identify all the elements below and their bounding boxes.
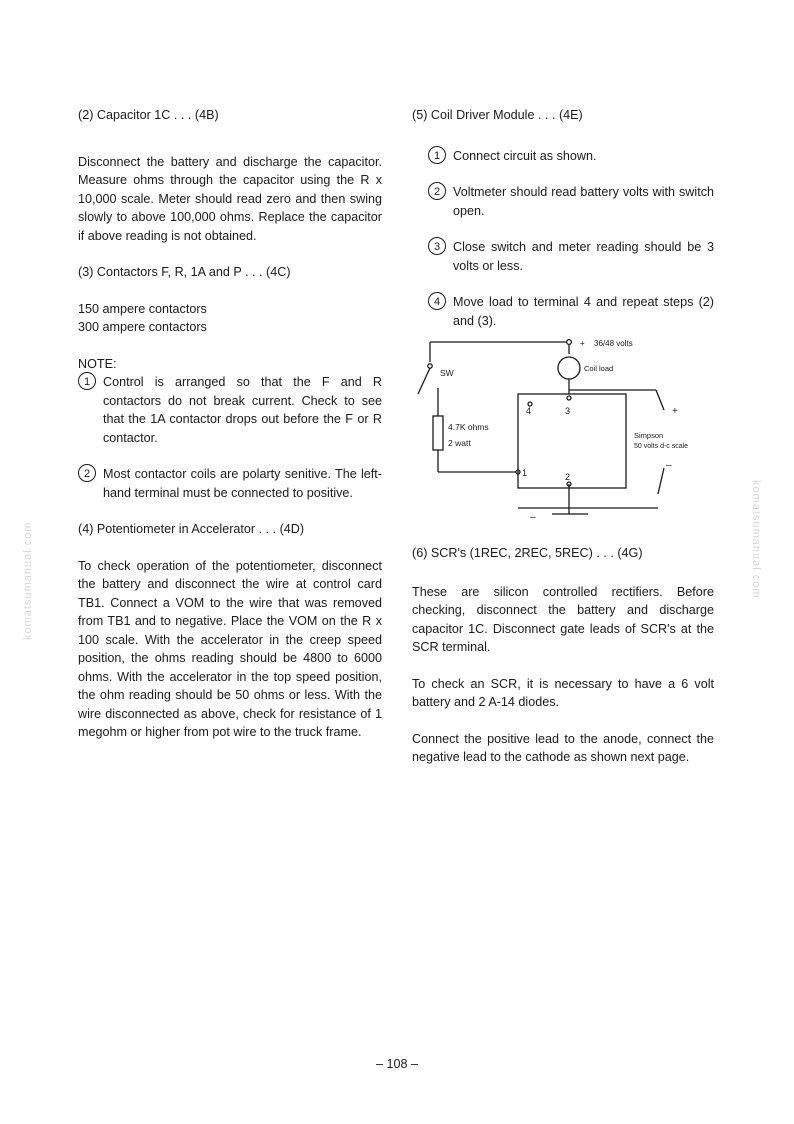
terminal-2-label: 2 [565, 472, 571, 482]
section-4-text: To check operation of the potentiometer, disconnect the battery and disconnect the wire at control card TB1. Connect a VOM to the wire that was removed from TB1 and to negative. Place the VOM on the R x 100 scale. With the accelerator in the creep speed position, the ohms reading should be 4800 to 6000 ohms. With the accelerator in the top speed position, the ohm reading should be 50 ohms or less. With the wire disconnected as above, check for resistance of 1 megohm or higher from pot wire to the truck frame. [78, 558, 382, 739]
page-number: – 108 – [375, 1057, 419, 1071]
coil-label: Coil load [584, 364, 614, 373]
section-6-text-b: To check an SCR, it is necessary to have a 6 volt battery and 2 A-14 diodes. [412, 676, 714, 709]
circled-number: 1 [78, 372, 96, 390]
terminal-3-label: 3 [565, 406, 571, 416]
section-6-heading: (6) SCR's (1REC, 2REC, 5REC) . . . (4G) [412, 546, 643, 560]
note-item-text: Control is arranged so that the F and R contactors do not break current. Check to see that the 1A contactor drops out before the F or R contactor. [103, 375, 382, 445]
supply-terminal [567, 340, 572, 345]
step-text: Move load to terminal 4 and repeat steps (2) and (3). [453, 295, 714, 328]
note-label: NOTE: [78, 356, 117, 371]
right-column [412, 106, 714, 785]
switch-blade [418, 368, 430, 394]
coil-driver-module [518, 394, 626, 488]
step-text: Close switch and meter reading should be 3 volts or less. [453, 240, 714, 273]
coil-load [558, 357, 580, 379]
terminal-1-label: 1 [522, 468, 528, 478]
note-item [78, 373, 382, 447]
step-text: Voltmeter should read battery volts with switch open. [453, 185, 714, 218]
step-item [412, 183, 714, 220]
step-item [412, 293, 714, 330]
note-item [78, 465, 382, 502]
coil-driver-test-circuit [412, 338, 714, 528]
section-4-heading: (4) Potentiometer in Accelerator . . . (4D) [78, 522, 305, 536]
circled-number: 2 [428, 182, 446, 200]
section-6-text-c: Connect the positive lead to the anode, connect the negative lead to the cathode as shown next page. [412, 731, 714, 764]
contactor-300-line: 300 ampere contactors [78, 320, 207, 334]
circled-number: 2 [78, 464, 96, 482]
section-6-text-a: These are silicon controlled rectifiers. Before checking, disconnect the battery and discharge capacitor 1C. Disconnect gate leads of SCR's at the SCR terminal. [412, 584, 714, 654]
switch-label: SW [440, 368, 454, 378]
ground-minus: – [530, 512, 536, 523]
watermark-left: komatsumanual.com [22, 521, 34, 640]
left-column [78, 106, 382, 760]
section-5-heading: (5) Coil Driver Module . . . (4E) [412, 108, 583, 122]
meter-label: Simpson [634, 431, 664, 440]
circled-number: 3 [428, 237, 446, 255]
watermark-right: komatsumanual.com [750, 480, 762, 599]
step-item [412, 147, 714, 166]
note-item-text: Most contactor coils are polarty senitive. The left-hand terminal must be connected to positive. [103, 467, 382, 500]
step-text: Connect circuit as shown. [453, 148, 597, 163]
meter-plus: + [672, 406, 678, 417]
terminal-3 [567, 396, 571, 400]
supply-label: 36/48 volts [594, 339, 633, 348]
circled-number: 1 [428, 146, 446, 164]
contactor-150-line: 150 ampere contactors [78, 301, 207, 316]
section-3-heading: (3) Contactors F, R, 1A and P . . . (4C) [78, 265, 291, 279]
step-item [412, 238, 714, 275]
resistor-value: 4.7K ohms [448, 422, 489, 432]
switch-contact [428, 364, 432, 368]
resistor-rating: 2 watt [448, 438, 471, 448]
meter-minus: – [666, 460, 672, 471]
section-2-heading: (2) Capacitor 1C . . . (4B) [78, 108, 219, 122]
section-2-text: Disconnect the battery and discharge the capacitor. Measure ohms through the capacitor using the R x 10,000 scale. Meter should read zero and then swing slowly to above 100,000 ohms. Replace the capacitor if above reading is not obtained. [78, 154, 382, 243]
resistor [433, 416, 443, 450]
supply-plus: + [580, 339, 585, 348]
circled-number: 4 [428, 292, 446, 310]
meter-scale: 50 volts d-c scale [634, 443, 689, 450]
terminal-4-label: 4 [526, 406, 532, 416]
